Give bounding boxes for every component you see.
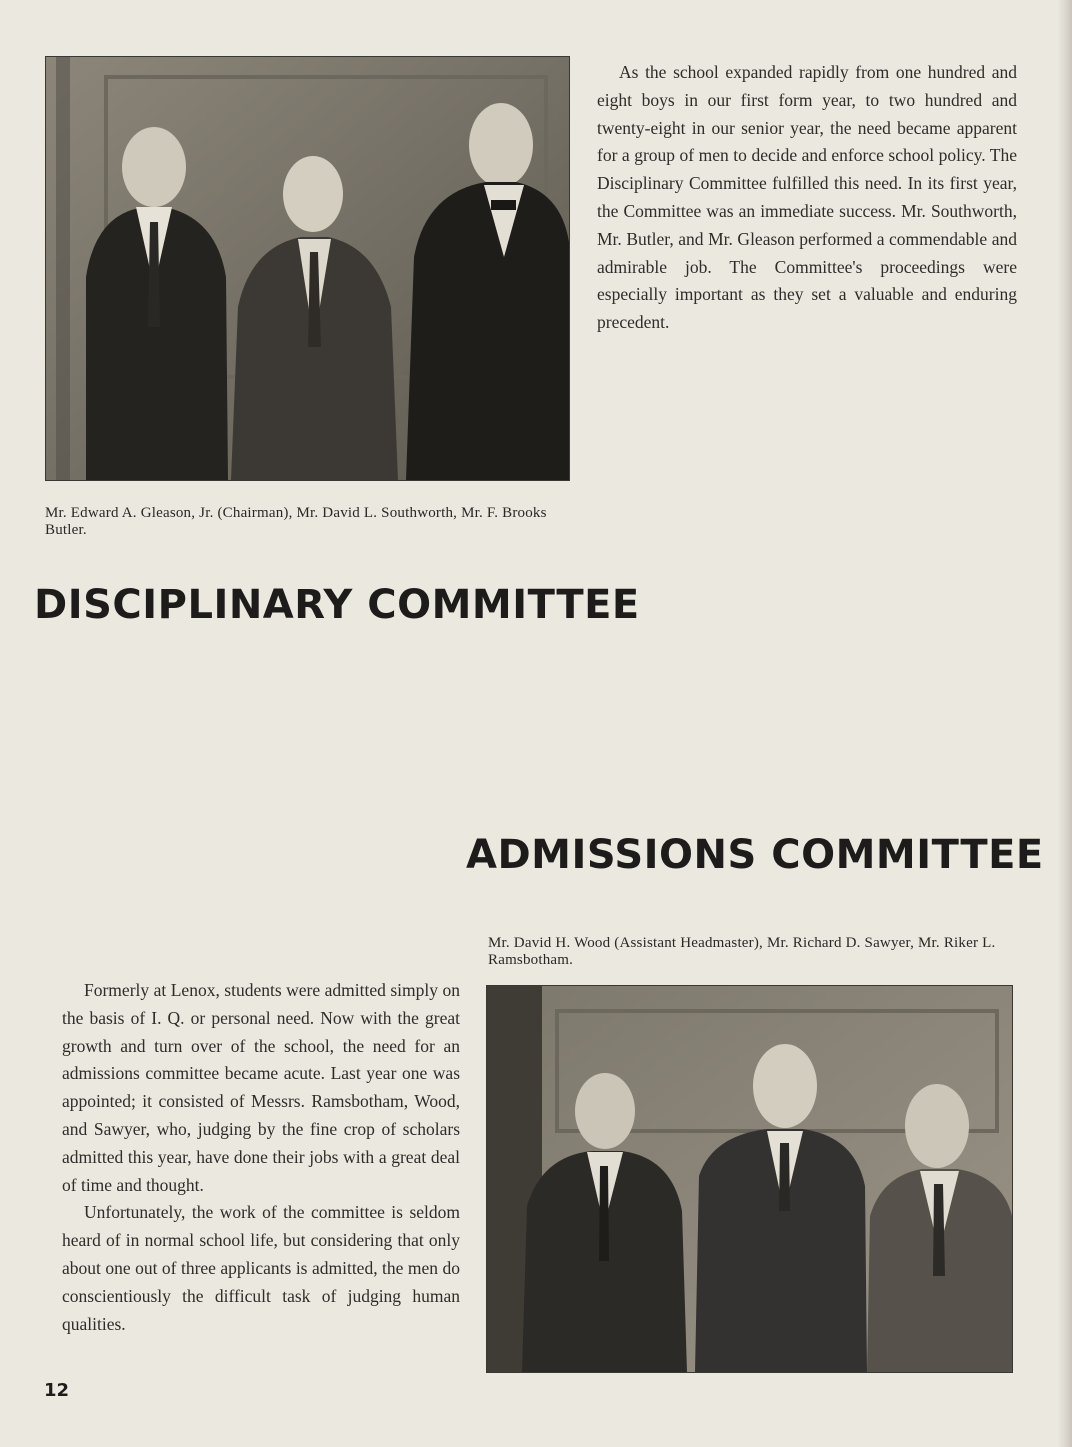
admissions-paragraph: Formerly at Lenox, students were admitted simply on the basis of I. Q. or personal need. Now with the great growth and turn over of the school, the need for an admissions committee became acute. Last year one was appointed; it consisted of Messrs. Ramsbotham, Wood, and Sawyer, who, judging by the fine crop of scholars admitted this year, have done their jobs with a great deal of time and thought. — [62, 980, 460, 1195]
admissions-paragraph: Unfortunately, the work of the committee is seldom heard of in normal school life, but considering that only about one out of three applicants is admitted, the men do conscientiously the difficult task of judging human qualities. — [62, 1202, 460, 1334]
admissions-body-text — [62, 977, 460, 1338]
disciplinary-paragraph: As the school expanded rapidly from one hundred and eight boys in our first form year, to two hundred and twenty-eight in our senior year, the need became apparent for a group of men to decide and enforce school policy. The Disciplinary Committee fulfilled this need. In its first year, the Committee was an immediate success. Mr. Southworth, Mr. Butler, and Mr. Gleason performed a commendable and admirable job. The Committee's proceedings were especially important as they set a valuable and enduring precedent. — [597, 62, 1017, 333]
disciplinary-heading: DISCIPLINARY COMMITTEE — [34, 582, 640, 628]
page-number: 12 — [44, 1380, 70, 1401]
disciplinary-body-text — [597, 59, 1017, 337]
page-edge — [1058, 0, 1072, 1447]
disciplinary-photo-caption: Mr. Edward A. Gleason, Jr. (Chairman), Mr. David L. Southworth, Mr. F. Brooks Butler. — [45, 505, 547, 538]
disciplinary-committee-photo — [45, 56, 570, 481]
admissions-committee-photo — [486, 985, 1013, 1373]
admissions-heading: ADMISSIONS COMMITTEE — [466, 832, 1044, 878]
admissions-photo-caption: Mr. David H. Wood (Assistant Headmaster), Mr. Richard D. Sawyer, Mr. Riker L. Ramsbotham. — [488, 935, 996, 968]
